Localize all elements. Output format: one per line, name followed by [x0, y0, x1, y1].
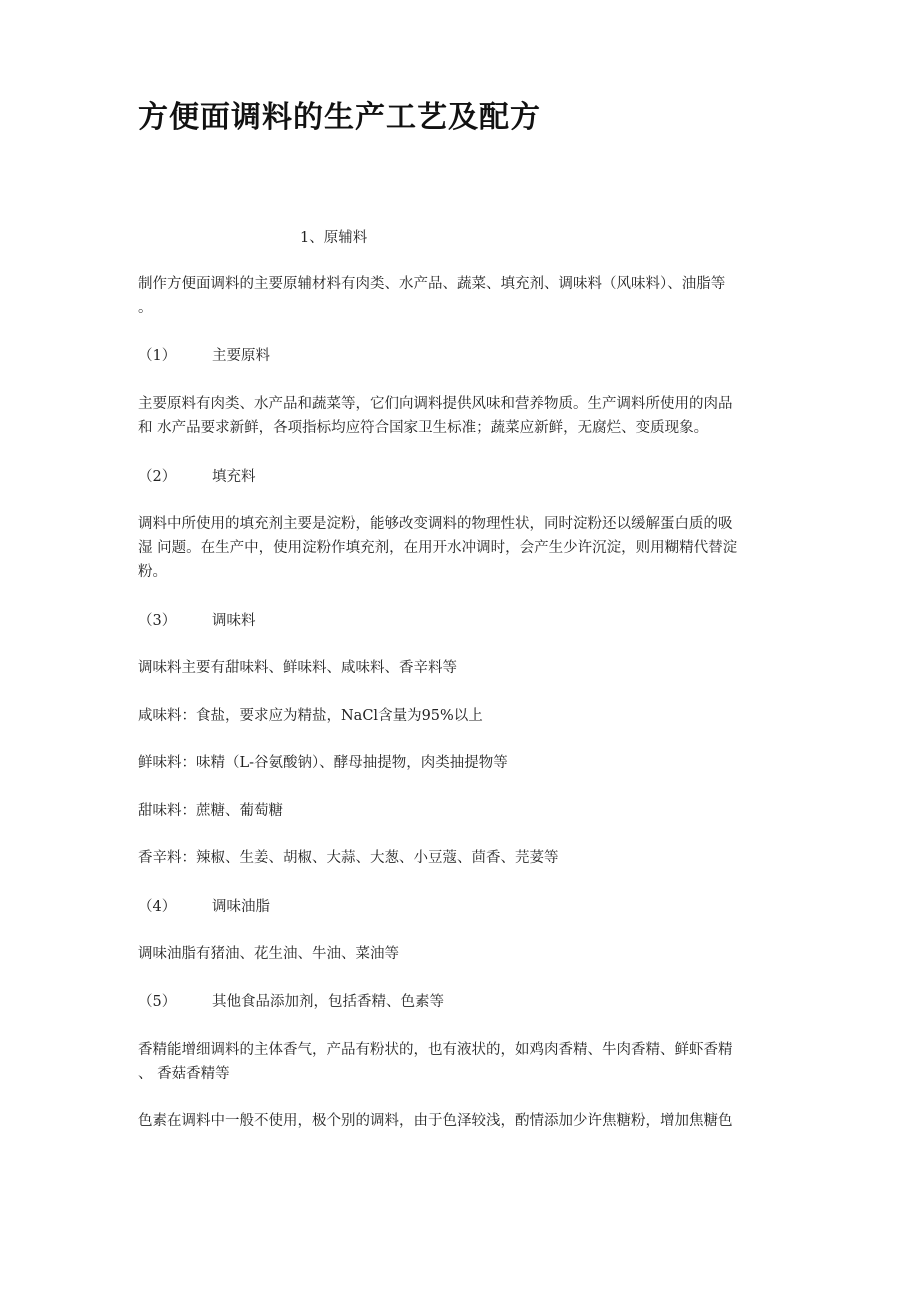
item-label: 调味料 — [212, 613, 256, 629]
paragraph-line: 、 香菇香精等 — [138, 1066, 230, 1082]
seasoning-summary: 调味料主要有甜味料、鲜味料、咸味料、香辛料等 — [138, 660, 457, 676]
item-heading-4 — [138, 895, 778, 919]
item-heading-2 — [138, 465, 778, 489]
item-label: 调味油脂 — [212, 899, 270, 915]
item-heading-5 — [138, 990, 778, 1014]
umami-seasoning: 鲜味料：味精（L-谷氨酸钠）、酵母抽提物，肉类抽提物等 — [138, 755, 508, 771]
intro-line-1: 制作方便面调料的主要原辅材料有肉类、水产品、蔬菜、填充剂、调味料（风味料）、油脂等 — [138, 276, 726, 292]
item-label: 其他食品添加剂，包括香精、色素等 — [212, 994, 444, 1010]
paragraph-line: 主要原料有肉类、水产品和蔬菜等，它们向调料提供风味和营养物质。生产调料所使用的肉品 — [138, 396, 733, 412]
paragraph-line: 粉。 — [138, 564, 167, 580]
salty-seasoning: 咸味料：食盐，要求应为精盐，NaCl含量为95%以上 — [138, 708, 483, 724]
item-label: 主要原料 — [212, 348, 270, 364]
oil-paragraph: 调味油脂有猪油、花生油、牛油、菜油等 — [138, 946, 399, 962]
filler-paragraph — [138, 512, 778, 584]
item-number: （4） — [138, 899, 177, 915]
intro-paragraph — [138, 272, 778, 320]
section-heading: 1、原辅料 — [300, 230, 368, 246]
item-number: （1） — [138, 348, 177, 364]
item-number: （5） — [138, 994, 177, 1010]
item-heading-1 — [138, 344, 778, 368]
spice-seasoning: 香辛料：辣椒、生姜、胡椒、大蒜、大葱、小豆蔻、茴香、芫荽等 — [138, 850, 559, 866]
intro-line-2: 。 — [138, 300, 153, 316]
item-number: （3） — [138, 613, 177, 629]
sweet-seasoning: 甜味料：蔗糖、葡萄糖 — [138, 803, 283, 819]
item-label: 填充料 — [212, 469, 256, 485]
main-material-paragraph — [138, 392, 778, 440]
item-number: （2） — [138, 469, 177, 485]
flavor-paragraph — [138, 1038, 778, 1086]
color-paragraph: 色素在调料中一般不使用，极个别的调料，由于色泽较浅，酌情添加少许焦糖粉，增加焦糖色 — [138, 1113, 733, 1129]
paragraph-line: 调料中所使用的填充剂主要是淀粉，能够改变调料的物理性状，同时淀粉还以缓解蛋白质的吸 — [138, 516, 733, 532]
document-title: 方便面调料的生产工艺及配方 — [138, 100, 541, 135]
paragraph-line: 香精能增细调料的主体香气，产品有粉状的，也有液状的，如鸡肉香精、牛肉香精、鲜虾香精 — [138, 1042, 733, 1058]
paragraph-line: 湿 问题。在生产中，使用淀粉作填充剂，在用开水冲调时，会产生少许沉淀，则用糊精代替淀 — [138, 540, 738, 556]
paragraph-line: 和 水产品要求新鲜，各项指标均应符合国家卫生标准；蔬菜应新鲜，无腐烂、变质现象。 — [138, 420, 709, 436]
item-heading-3 — [138, 609, 778, 633]
